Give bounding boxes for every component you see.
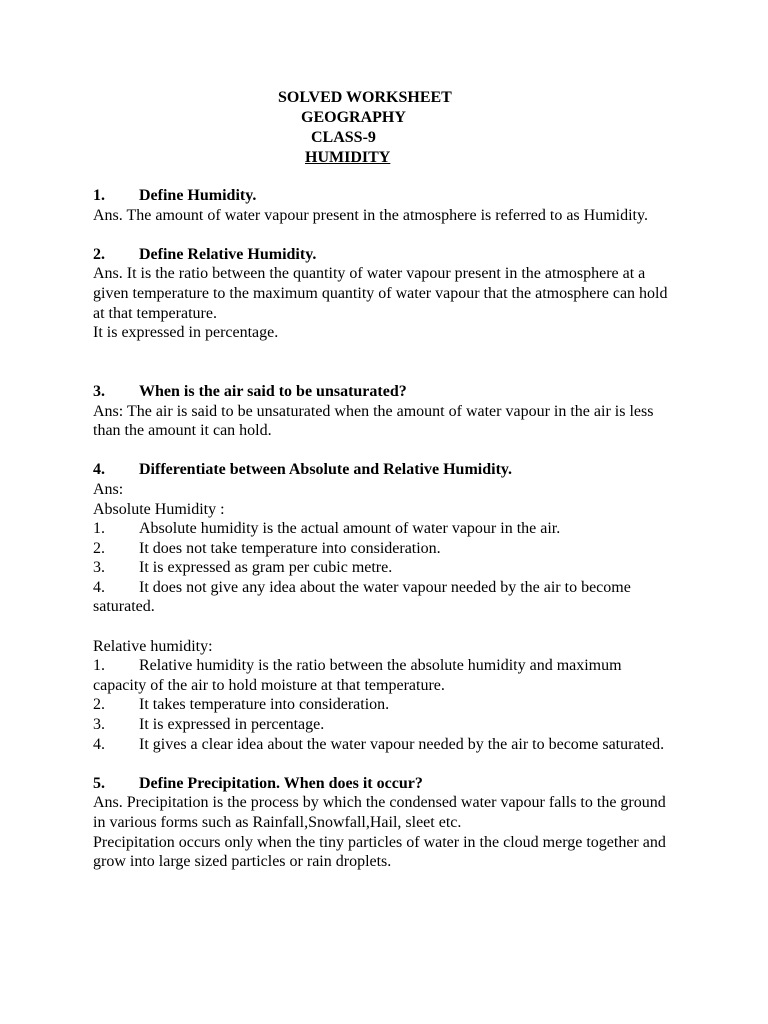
item-text: Relative humidity is the ratio between the absolute humidity and maximum capacity of the air to hold moisture at that temperature. [93,657,622,694]
question-text: Define Relative Humidity. [139,245,317,263]
question-text: Differentiate between Absolute and Relative Humidity. [139,461,513,479]
answer-text: Ans. The amount of water vapour present in the atmosphere is referred to as Humidity. [93,206,648,224]
item-text: It takes temperature into consideration. [139,696,390,714]
question-heading [93,460,678,480]
list-item [93,656,678,695]
question-text: When is the air said to be unsaturated? [139,382,407,400]
question-text: Define Precipitation. When does it occur? [139,774,423,792]
worksheet-body [93,186,678,872]
answer-text: Ans: The air is said to be unsaturated when the amount of water vapour in the air is less than the amount it can hold. [93,402,654,440]
item-number: 1. [93,520,105,538]
item-text: It is expressed in percentage. [139,716,325,734]
question-heading [93,186,678,206]
question-number: 4. [93,461,105,479]
answer-text: Ans. Precipitation is the process by which the condensed water vapour falls to the ground in various forms such as Rainfall,Snowfall,Hail, sleet etc. [93,794,666,831]
question-number: 5. [93,774,105,792]
list-item [93,715,678,735]
item-number: 3. [93,559,105,577]
item-number: 3. [93,716,105,734]
answer-text: Ans. It is the ratio between the quantity of water vapour present in the atmosphere at a given temperature to the maximum quantity of water vapour that the atmosphere can hold at that temperature. [93,265,668,322]
item-text: It does not give any idea about the water vapour needed by the air to become saturated. [93,578,631,616]
question-heading [93,382,678,402]
answer-extra: Precipitation occurs only when the tiny particles of water in the cloud merge together and grow into large sized particles or rain droplets. [93,833,666,871]
item-number: 4. [93,578,105,596]
list-item [93,695,678,715]
question-text: Define Humidity. [139,187,257,204]
absolute-heading: Absolute Humidity : [93,500,225,518]
list-item [93,558,678,578]
question-number: 2. [93,245,105,263]
item-number: 4. [93,735,105,753]
item-text: It gives a clear idea about the water vapour needed by the air to become saturated. [139,735,665,753]
item-number: 2. [93,696,105,714]
list-item [93,539,678,559]
relative-heading: Relative humidity: [93,637,213,655]
item-text: It is expressed as gram per cubic metre. [139,559,393,577]
question-heading [93,245,678,265]
list-item [93,519,678,539]
answer-extra: It is expressed in percentage. [93,324,279,342]
question-heading [93,774,678,794]
class-title: CLASS-9 [311,129,376,146]
item-text: Absolute humidity is the actual amount of water vapour in the air. [139,520,561,538]
list-item [93,735,678,755]
item-number: 2. [93,539,105,557]
answer-text: Ans: [93,480,124,498]
question-number: 3. [93,382,105,400]
question-number: 1. [93,187,105,204]
list-item [93,578,678,617]
topic-title: HUMIDITY [305,149,391,166]
worksheet-title: SOLVED WORKSHEET [278,89,452,106]
subject-title: GEOGRAPHY [301,109,406,126]
item-text: It does not take temperature into consideration. [139,539,441,557]
item-number: 1. [93,657,105,675]
